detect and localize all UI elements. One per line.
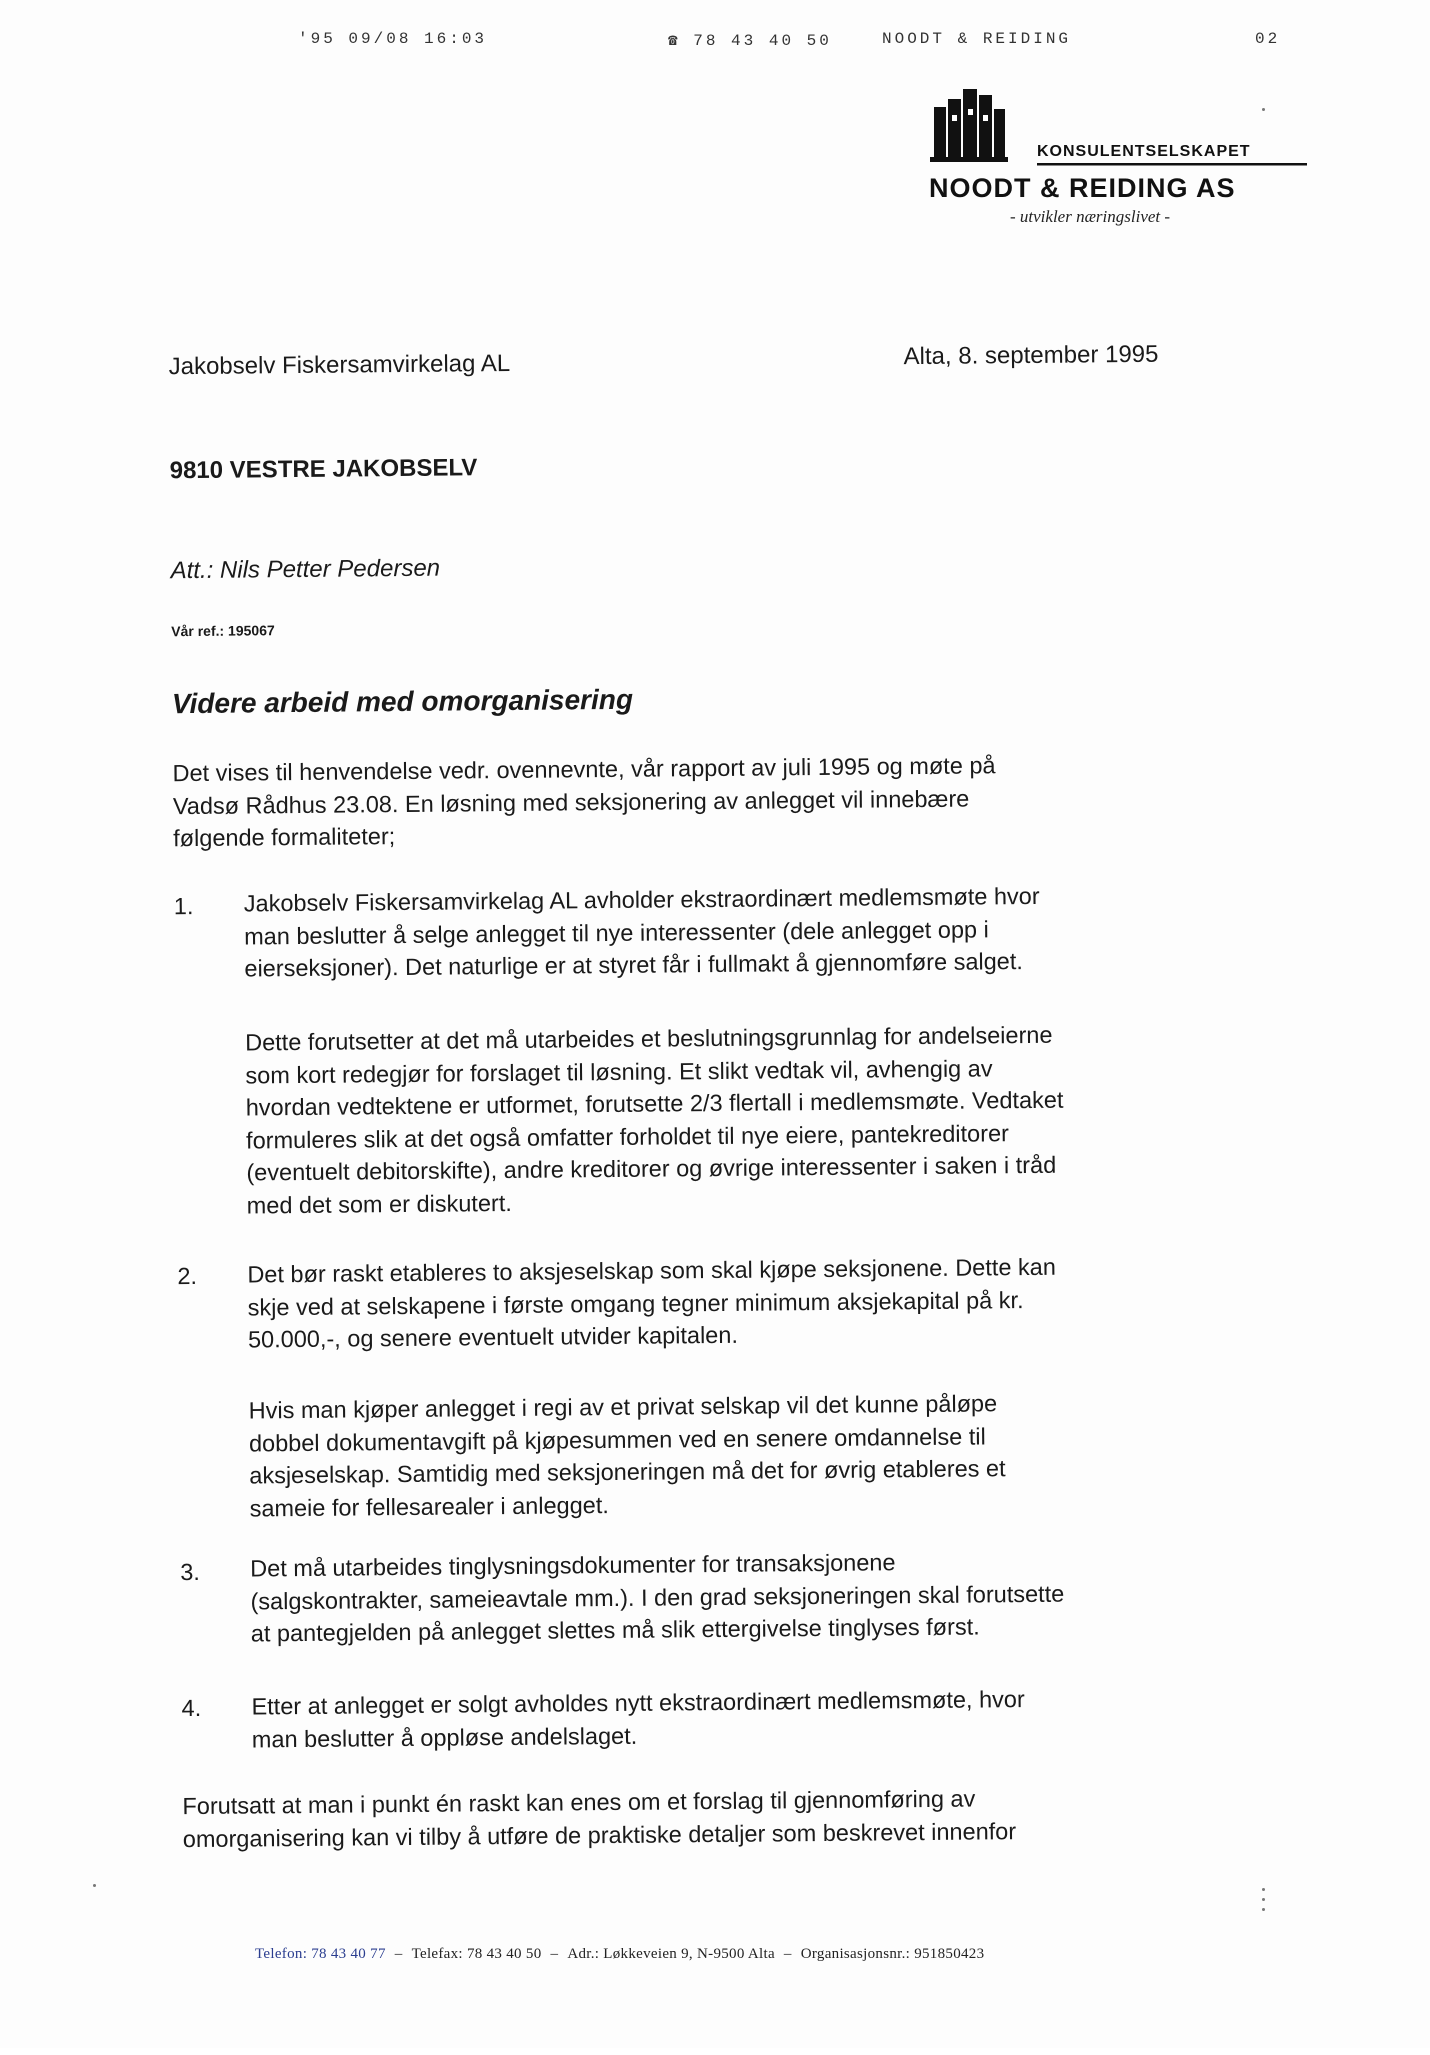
letter-footer (255, 1946, 1215, 1963)
text-line: Etter at anlegget er solgt avholdes nytt ekstraordinært medlemsmøte, hvor (251, 1686, 1025, 1720)
fax-phone-number: ☎ 78 43 40 50 (668, 32, 832, 50)
scan-speck (93, 1884, 96, 1887)
item-1-paragraph (244, 880, 1041, 985)
footer-separator: – (550, 1946, 559, 1962)
text-line: Dette forutsetter at det må utarbeides et beslutningsgrunnlag for andelseierne (245, 1021, 1053, 1056)
fax-sender: NOODT & REIDING (882, 30, 1072, 48)
footer-fax: Telefax: 78 43 40 50 (411, 1946, 542, 1962)
text-line: (eventuelt debitorskifte), andre kreditorer og øvrige interessenter i saken i tråd (246, 1151, 1057, 1186)
item-1-paragraph (245, 1019, 1065, 1222)
text-line: skje ved at selskapene i første omgang tegner minimum aksjekapital på kr. (247, 1286, 1024, 1320)
item-2-paragraph (249, 1387, 1006, 1524)
item-2-paragraph (247, 1251, 1056, 1356)
text-line: at pantegjelden på anlegget slettes må slik ettergivelse tinglyses først. (250, 1613, 980, 1647)
text-line: Det må utarbeides tinglysningsdokumenter for transaksjonene (250, 1549, 896, 1582)
fax-page-number: 02 (1255, 30, 1281, 48)
letter-date: Alta, 8. september 1995 (903, 340, 1159, 371)
text-line: eierseksjoner). Det naturlige er at styret får i fullmakt å gjennomføre salget. (244, 948, 1023, 982)
scan-speck (1262, 108, 1265, 111)
text-line: Forutsatt at man i punkt én raskt kan enes om et forslag til gjennomføring av (182, 1785, 976, 1820)
text-line: hvordan vedtektene er utformet, forutsette 2/3 flertall i medlemsmøte. Vedtaket (245, 1086, 1064, 1121)
company-tagline: - utvikler næringslivet - (1010, 207, 1171, 226)
text-line: Vadsø Rådhus 23.08. En løsning med seksjonering av anlegget vil innebære (172, 785, 970, 819)
item-number: 1. (173, 893, 194, 920)
company-type: KONSULENTSELSKAPET (1037, 143, 1251, 160)
recipient-address: 9810 VESTRE JAKOBSELV (169, 454, 478, 485)
intro-paragraph (172, 749, 996, 854)
text-line: Det bør raskt etableres to aksjeselskap som skal kjøpe seksjonene. Dette kan (247, 1253, 1056, 1288)
text-line: man beslutter å oppløse andelslaget. (251, 1722, 638, 1752)
footer-separator: – (783, 1946, 792, 1962)
footer-phone: Telefon: 78 43 40 77 (255, 1946, 386, 1962)
text-line: med det som er diskutert. (246, 1189, 512, 1219)
text-line: Det vises til henvendelse vedr. ovennevnte, vår rapport av juli 1995 og møte på (172, 752, 996, 787)
text-line: sameie for fellesarealer i anlegget. (249, 1491, 609, 1521)
scan-speck (1262, 1898, 1265, 1901)
recipient-name: Jakobselv Fiskersamvirkelag AL (168, 349, 511, 381)
item-number: 2. (177, 1262, 198, 1290)
text-line: som kort redegjør for forslaget til løsning. Et slikt vedtak vil, avhengig av (245, 1054, 993, 1089)
footer-org-number: Organisasjonsnr.: 951850423 (800, 1946, 985, 1962)
item-number: 3. (180, 1558, 200, 1586)
closing-paragraph (182, 1782, 1016, 1855)
text-line: 50.000,-, og senere eventuelt utvider kapitalen. (247, 1321, 739, 1353)
text-line: Jakobselv Fiskersamvirkelag AL avholder ekstraordinært medlemsmøte hvor (243, 882, 1040, 917)
text-line: dobbel dokumentavgift på kjøpesummen ved en senere omdannelse til (248, 1422, 986, 1456)
attention-line: Att.: Nils Petter Pedersen (170, 554, 441, 585)
item-number: 4. (181, 1694, 202, 1722)
text-line: formuleres slik at det også omfatter forholdet til nye eiere, pantekreditorer (245, 1119, 1010, 1154)
fax-timestamp: '95 09/08 16:03 (298, 30, 488, 48)
text-line: aksjeselskap. Samtidig med seksjoneringen må det for øvrig etableres et (249, 1455, 1006, 1489)
text-line: man beslutter å selge anlegget til nye interessenter (dele anlegget opp i (244, 915, 989, 950)
text-line: (salgskontrakter, sameieavtale mm.). I den grad seksjoneringen skal forutsette (250, 1580, 1065, 1614)
company-name: NOODT & REIDING AS (929, 173, 1236, 203)
letter-subject: Videre arbeid med omorganisering (171, 683, 634, 720)
scan-speck (1262, 1888, 1265, 1891)
footer-separator: – (394, 1946, 403, 1962)
text-line: Hvis man kjøper anlegget i regi av et privat selskap vil det kunne påløpe (248, 1390, 998, 1424)
text-line: omorganisering kan vi tilby å utføre de praktiske detaljer som beskrevet innenfor (182, 1817, 1017, 1852)
scan-speck (1262, 1908, 1265, 1911)
text-line: følgende formaliteter; (173, 823, 396, 852)
item-3-paragraph (250, 1545, 1065, 1650)
footer-address: Adr.: Løkkeveien 9, N-9500 Alta (567, 1946, 775, 1962)
item-4-paragraph (251, 1683, 1025, 1755)
reference-number: Vår ref.: 195067 (171, 622, 275, 640)
